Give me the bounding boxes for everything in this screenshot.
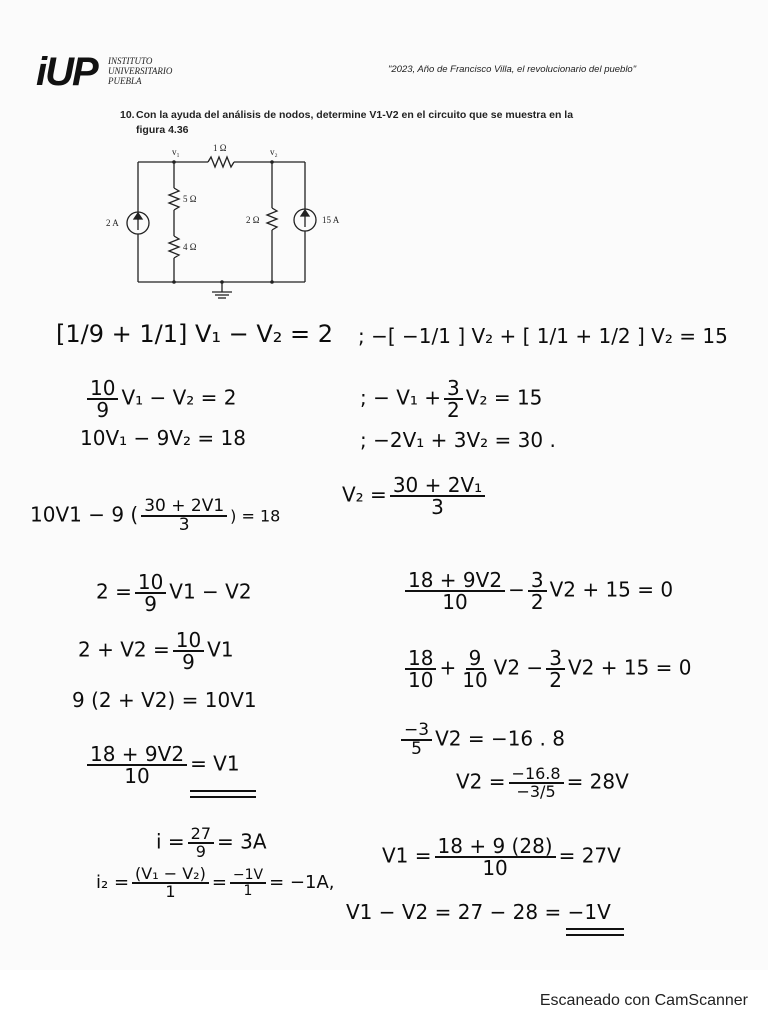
underline-final-double: [566, 934, 624, 936]
eq-substitution: 10V1 − 9 ( $\frac{30 + 2V1}{3}$ ) = 18: [30, 496, 281, 535]
circuit-diagram: [100, 140, 360, 305]
resistor-5-label: 5 Ω: [183, 194, 197, 204]
problem-statement: [120, 108, 660, 138]
resistor-1-ohm: [208, 157, 234, 167]
resistor-4-label: 4 Ω: [183, 242, 197, 252]
resistor-2-label: 2 Ω: [246, 215, 260, 225]
header-motto: "2023, Año de Francisco Villa, el revolucionario del pueblo": [388, 64, 637, 75]
eq-right-step-1: $\frac{18 + 9V2}{10}$ − $\frac{3}{2}$ V2 + 15 = 0: [402, 570, 673, 612]
eq-right-step-3: $\frac{-3}{5}$ V2 = −16 . 8: [398, 722, 565, 758]
logo-mark: iUP: [36, 50, 97, 94]
eq-node1-kcl: [1/9 + 1/1] V₁ − V₂ = 2: [56, 320, 334, 348]
eq-left-step-3: 9 (2 + V2) = 10V1: [72, 688, 257, 712]
eq-left-step-1: 2 = $\frac{10}{9}$ V1 − V2: [96, 570, 252, 616]
eq-v2-expression: V₂ = $\frac{\text{30 + 2V₁}}{3}$: [342, 475, 488, 517]
eq-current-i2: i₂ = $\frac{\text{(V₁ − V₂)}}{1}$ = $\frac{-1V}{1}$ = −1A,: [96, 864, 335, 901]
eq-current-i: i = $\frac{27}{9}$ = 3A: [156, 824, 267, 861]
eq-node2-integer: ; −2V₁ + 3V₂ = 30 .: [360, 428, 556, 452]
source-2a-label: 2 A: [106, 218, 119, 228]
underline-v1-double: [190, 796, 256, 798]
eq-v1-result: V1 = $\frac{18 + 9 (28)}{10}$ = 27V: [382, 834, 621, 880]
resistor-2-ohm: [267, 208, 277, 230]
eq-node2-simplified: ; − V₁ + $\frac{3}{2}$ V₂ = 15: [360, 376, 543, 422]
underline-final: [566, 928, 624, 930]
problem-number: 10.: [120, 109, 135, 121]
eq-v1-expression: $\frac{18 + 9V2}{10}$ = V1: [84, 744, 240, 786]
camscanner-watermark: Escaneado con CamScanner: [539, 992, 748, 1009]
problem-line-2: figura 4.36: [136, 124, 189, 136]
eq-node1-simplified: $\frac{10}{9}$ V₁ − V₂ = 2: [84, 378, 237, 420]
resistor-5-ohm: [169, 188, 179, 210]
resistor-4-ohm: [169, 236, 179, 258]
resistor-1-label: 1 Ω: [213, 143, 227, 153]
node-2-label: v₂: [270, 147, 278, 157]
underline-v1: [190, 790, 256, 792]
eq-final-answer: V1 − V2 = 27 − 28 = −1V: [346, 900, 611, 924]
eq-node1-integer: 10V₁ − 9V₂ = 18: [80, 426, 246, 450]
problem-line-1: Con la ayuda del análisis de nodos, determine V1-V2 en el circuito que se muestra en la: [136, 109, 574, 121]
logo-subtitle: INSTITUTO UNIVERSITARIO PUEBLA: [108, 56, 173, 86]
eq-v2-result: V2 = $\frac{-16.8}{-3/5}$ = 28V: [456, 764, 629, 801]
eq-right-step-2: $\frac{18}{10}$ + $\frac{9}{10}$ V2 − $\frac{3}{2}$ V2 + 15 = 0: [402, 648, 691, 690]
institution-logo: [36, 50, 173, 94]
source-15a-label: 15 A: [322, 215, 340, 225]
eq-left-step-2: 2 + V2 = $\frac{10}{9}$ V1: [78, 628, 234, 674]
node-1-label: v₁: [172, 147, 180, 157]
eq-node2-kcl: ; −[ −1/1 ] V₂ + [ 1/1 + 1/2 ] V₂ = 15: [358, 324, 728, 348]
